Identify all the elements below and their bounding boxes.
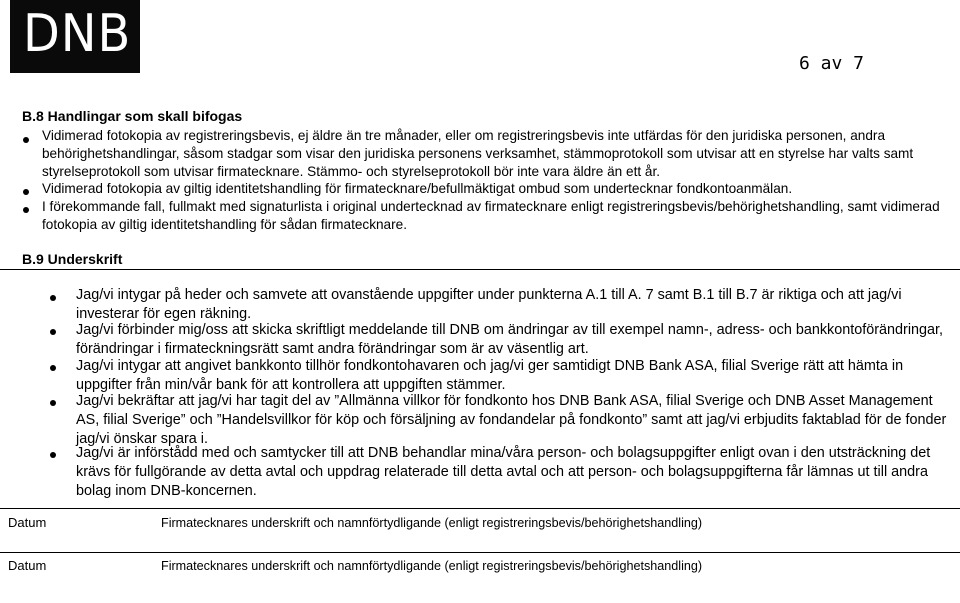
signature-divider — [0, 552, 960, 553]
logo-text: DNB — [23, 4, 132, 64]
bullet-icon — [23, 137, 29, 143]
bullet-icon — [50, 452, 56, 458]
b8-item-3: I förekommande fall, fullmakt med signaturlista i original undertecknad av firmatecknare enligt registreringsbevis/behörighetshandling, samt vidimerad fotokopia av giltig identitetshandling för sådan firmatecknare. — [42, 199, 940, 232]
b9-item-2: Jag/vi förbinder mig/oss att skicka skriftligt meddelande till DNB om ändringar av till exempel namn-, adress- och bankkontoförändringar, förändringar i firmateckningsrätt samt andra förändringar som är av väsentlig art. — [76, 322, 944, 358]
b9-item-5: Jag/vi är införstådd med och samtycker till att DNB behandlar mina/våra person- och bolagsuppgifter enligt ovan i den utsträckning det krävs för fullgörande av detta avtal och uppdrag relaterade till detta avtal och att person- och bolagsuppgifterna får lämnas ut till andra bolag inom DNB-koncernen. — [76, 445, 931, 500]
bullet-icon — [23, 207, 29, 213]
section-b9-heading: B.9 Underskrift — [22, 251, 123, 267]
bullet-icon — [50, 329, 56, 335]
b9-item-3: Jag/vi intygar att angivet bankkonto tillhör fondkontohavaren och jag/vi ger samtidigt DNB Bank ASA, filial Sverige rätt att hämta in uppgifter från min/vår bank för att kontrollera att uppgiften stämmer. — [76, 358, 904, 394]
date-label: Datum — [8, 515, 47, 530]
signature-caption: Firmatecknares underskrift och namnförtydligande (enligt registreringsbevis/behörighetshandling) — [161, 516, 703, 530]
signature-caption: Firmatecknares underskrift och namnförtydligande (enligt registreringsbevis/behörighetshandling) — [161, 559, 703, 573]
bullet-icon — [50, 400, 56, 406]
b8-item-1: Vidimerad fotokopia av registreringsbevis, ej äldre än tre månader, eller om registreringsbevis inte utfärdas för den juridiska personen, andra behörighetshandlingar, såsom stadgar som visar den juridiska personens verksamhet, stämmoprotokoll som utvisar att en styrelse har valts samt styrelseprotokoll som utvisar firmatecknare. Stämmo- och styrelseprotokoll bör inte vara äldre än ett år. — [42, 128, 914, 179]
b8-item-2: Vidimerad fotokopia av giltig identitetshandling för firmatecknare/befullmäktigat ombud som undertecknar fondkontoanmälan. — [42, 181, 793, 196]
section-divider — [0, 269, 960, 270]
b9-item-1: Jag/vi intygar på heder och samvete att ovanstående uppgifter under punkterna A.1 till A. 7 samt B.1 till B.7 är riktiga och att jag/vi investerar för egen räkning. — [76, 287, 902, 323]
bullet-icon — [23, 189, 29, 195]
date-label: Datum — [8, 558, 47, 573]
signature-divider — [0, 508, 960, 509]
page-number: 6 av 7 — [799, 53, 865, 74]
bullet-icon — [50, 365, 56, 371]
dnb-logo — [10, 0, 140, 73]
b9-item-4: Jag/vi bekräftar att jag/vi har tagit del av ”Allmänna villkor för fondkonto hos DNB Bank ASA, filial Sverige och DNB Asset Management AS, filial Sverige” och ”Handelsvillkor för köp och försäljning av fondandelar på fondkonto” samt att jag/vi erbjudits faktablad för de fonder jag/vi önskar spara i. — [76, 393, 947, 448]
bullet-icon — [50, 295, 56, 301]
section-b8-heading: B.8 Handlingar som skall bifogas — [22, 108, 243, 124]
